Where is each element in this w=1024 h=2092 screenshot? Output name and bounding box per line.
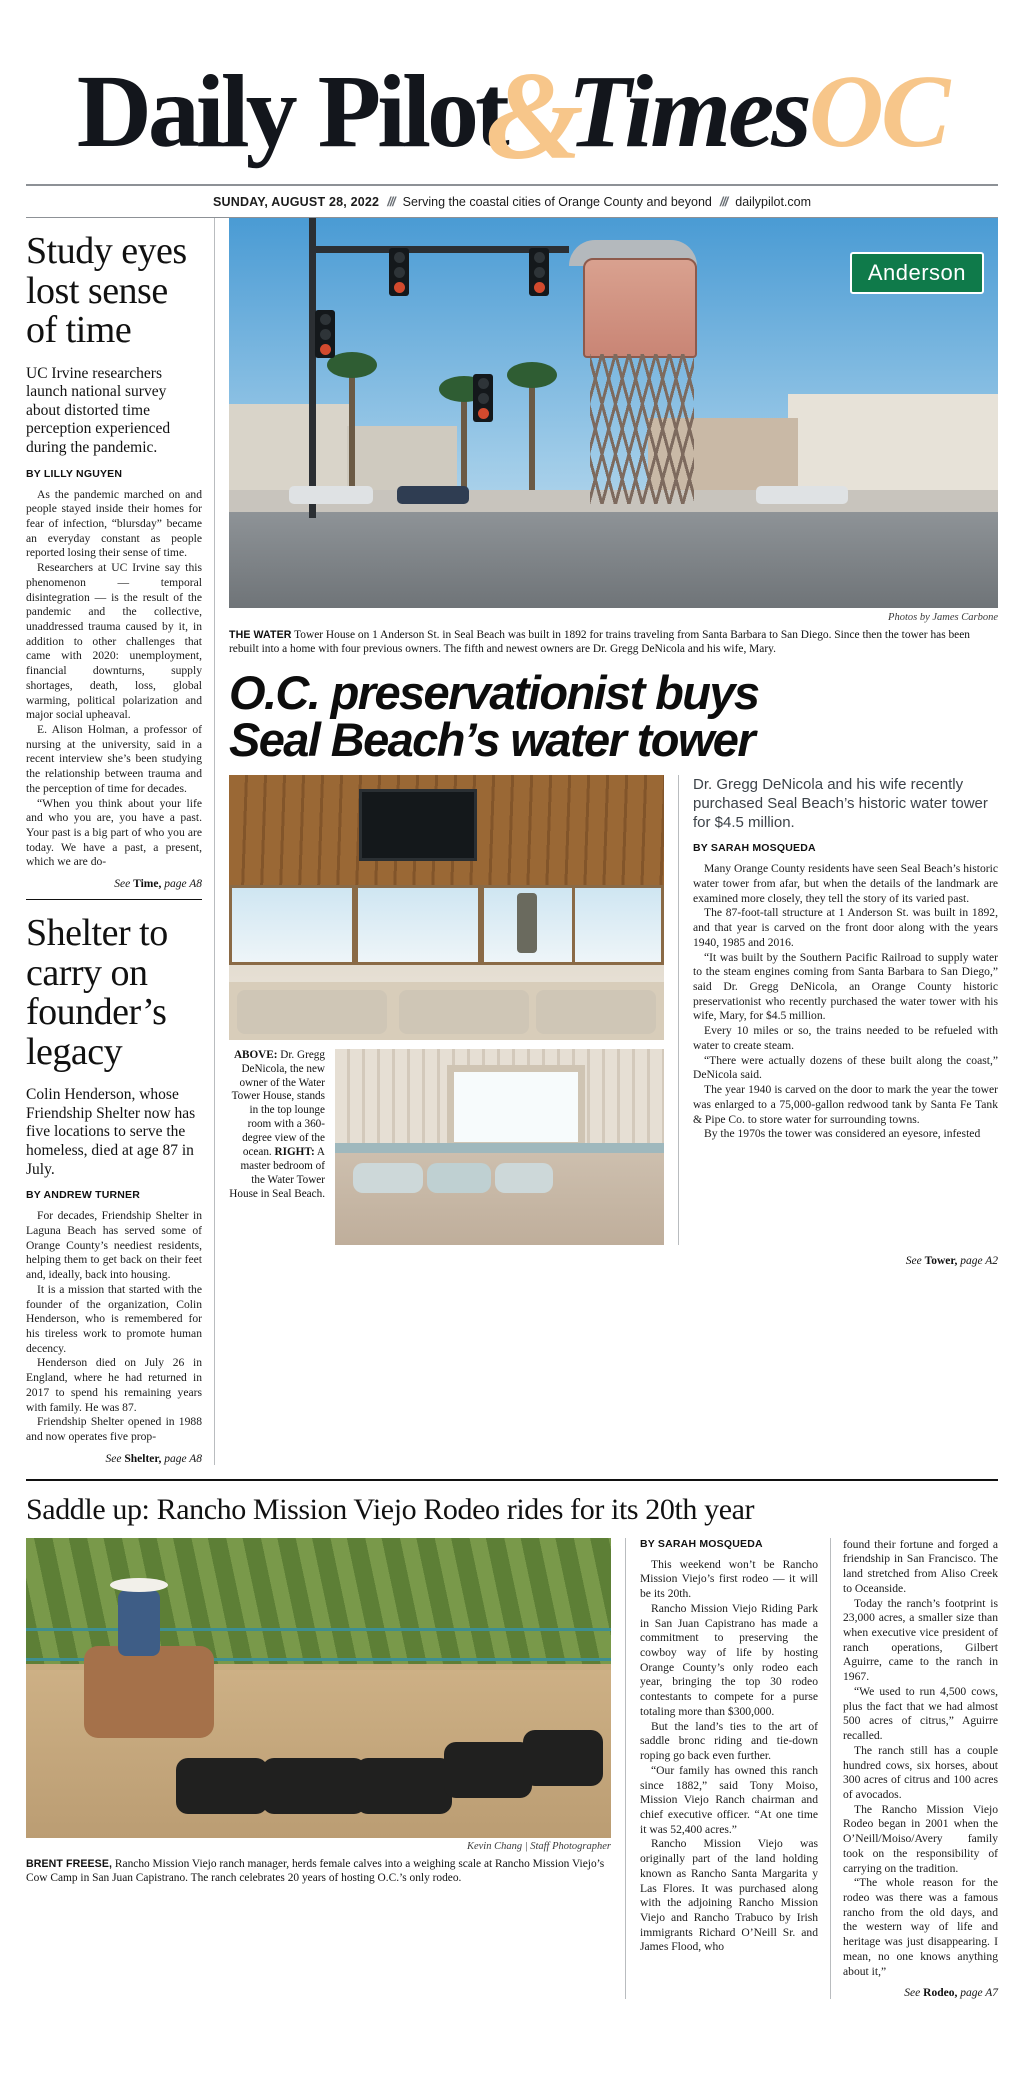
photo-water-tank [583, 258, 697, 358]
traffic-signal-icon [389, 248, 409, 296]
logo-daily: Daily [76, 54, 294, 169]
story-tower-byline: BY SARAH MOSQUEDA [693, 842, 816, 855]
story-time-jumpline[interactable] [26, 878, 202, 890]
inner-caption-row [229, 1049, 664, 1245]
story-tower-paragraph: By the 1970s the tower was considered an eyesore, infested [704, 1127, 981, 1141]
pillow [353, 1163, 423, 1193]
story-shelter-byline: BY ANDREW TURNER [26, 1189, 141, 1202]
rodeo-text-column-1 [625, 1538, 830, 2000]
traffic-pole [309, 218, 316, 518]
story-tower-paragraph: “It was built by the Southern Pacific Railroad to supply water to the steam engines coming from Santa Barbara to San Diego,” said Dr. Gregg DeNicola, an Orange County historic preservationist who recently purchased the water tower with his wife, Mary, for $4.5 million. [693, 950, 998, 1023]
caption-text: Rancho Mission Viejo ranch manager, herds female calves into a weighing scale at Rancho Mission Viejo’s Cow Camp in San Juan Capistrano. The ranch celebrates 20 years of hosting O.C.’s only rodeo. [26, 1857, 605, 1885]
dateline-separator-1: /// [387, 195, 395, 209]
jump-see: See [904, 1987, 921, 2000]
water-tower-main-caption [229, 628, 998, 657]
story-tower-paragraph: Every 10 miles or so, the trains needed to be refueled with water to create steam. [693, 1024, 998, 1052]
story-time-paragraph: E. Alison Holman, a professor of nursing at the university, said in a recent interview she’s been studying the relationship between trauma and the perception of time for decades. [26, 723, 202, 795]
traffic-signal-icon [315, 310, 335, 358]
anderson-street-sign: Anderson [850, 252, 984, 294]
logo-pilot: Pilot [317, 54, 506, 169]
story-rodeo-paragraph: Rancho Mission Viejo Riding Park in San Juan Capistrano has made a commitment to preserving the cowboy way of life by hosting Orange County’s only rodeo each year, bringing the top 30 rodeo contestants to compete for a purse totaling more than $300,000. [640, 1601, 818, 1718]
pillow [427, 1163, 491, 1193]
story-rodeo-paragraph: But the land’s ties to the art of saddle bronc riding and tie-down roping go back even further. [640, 1719, 818, 1763]
panorama-window [355, 885, 481, 965]
story-time-byline: BY LILLY NGUYEN [26, 467, 123, 480]
top-block [26, 218, 998, 1465]
masthead [0, 0, 1024, 186]
parked-car [756, 486, 848, 504]
story-rodeo-paragraph: Today the ranch’s footprint is 23,000 acres, a smaller size than when executive vice president of ranch operations, Gilbert Aguirre, came to the ranch in 1967. [843, 1596, 998, 1684]
story-shelter-paragraph: Henderson died on July 26 in England, where he had returned in 2017 to spend his remaining years with family. He was 87. [26, 1356, 202, 1414]
story-tower-paragraph: “There were actually dozens of these built along the coast,” DeNicola said. [693, 1053, 998, 1082]
left-column-divider [26, 899, 202, 900]
master-bedroom-photo [335, 1049, 664, 1245]
lounge-sofa [399, 990, 529, 1034]
story-rodeo-headline[interactable]: Saddle up: Rancho Mission Viejo Rodeo rides for its 20th year [26, 1492, 755, 1526]
story-time-paragraph: “When you think about your life and who you are, you have a past. Your past is a big part of who you are today. We have a past, a present, which we are do- [26, 796, 202, 869]
dateline-bar [26, 186, 998, 217]
calf [356, 1758, 452, 1814]
story-tower-headline[interactable] [229, 665, 998, 766]
main-column [215, 218, 998, 1465]
panorama-window [572, 885, 664, 965]
rodeo-photo-block [26, 1538, 611, 2000]
parked-car [397, 486, 469, 504]
person-standing [517, 893, 537, 953]
dateline-website[interactable]: dailypilot.com [735, 195, 812, 209]
calf [262, 1758, 366, 1814]
cow-camp-photo [26, 1538, 611, 1838]
pillow [495, 1163, 553, 1193]
cowboy-hat [110, 1578, 168, 1592]
traffic-signal-icon [529, 248, 549, 296]
caption-lead-in: THE WATER [229, 629, 292, 641]
water-tower-photo-credit: Photos by James Carbone [888, 612, 998, 623]
jump-see: See [114, 878, 131, 891]
caption-lead-in: BRENT FREESE, [26, 1857, 113, 1870]
tower-story-body [229, 775, 998, 1245]
story-time-paragraph: As the pandemic marched on and people stayed inside their homes for fear of infection, “blursday” became an everyday constant as people reported losing their sense of time. [26, 487, 202, 560]
parked-car [289, 486, 373, 504]
newspaper-logo [0, 42, 1024, 186]
left-column [26, 218, 215, 1465]
photo-building [229, 404, 349, 490]
dateline-tagline: Serving the coastal cities of Orange County and beyond [402, 195, 712, 209]
rodeo-photo-credit: Kevin Chang | Staff Photographer [466, 1840, 611, 1852]
wall-mirror [447, 1065, 585, 1149]
story-rodeo-paragraph: “The whole reason for the rodeo was there was a famous rancho from the old days, and the western way of life and heritage was just disappearing. I mean, no one knows anything about it,” [843, 1876, 998, 1978]
bed [335, 1143, 664, 1245]
palm-tree [461, 394, 467, 490]
lounge-sofa [536, 990, 656, 1034]
jump-see: See [105, 1452, 122, 1465]
jump-page: page A7 [960, 1987, 998, 2000]
logo-ampersand: & [485, 47, 582, 186]
jump-page: page A8 [164, 878, 202, 891]
corral-rail [26, 1628, 611, 1631]
palm-tree [529, 380, 535, 490]
jump-label: Rodeo, [923, 1987, 958, 2000]
jump-see: See [905, 1254, 922, 1267]
tower-photo-stack [229, 775, 664, 1245]
logo-oc: OC [808, 54, 948, 169]
story-rodeo-paragraph: This weekend won’t be Rancho Mission Viejo’s first rodeo — it will be its 20th. [640, 1557, 818, 1601]
photo-building [347, 426, 457, 490]
rodeo-story-row [26, 1538, 998, 2000]
caption-right-lead: RIGHT: [274, 1145, 315, 1158]
hillside-brush [26, 1538, 611, 1664]
story-time-deck: UC Irvine researchers launch national survey about distorted time perception experienced during the pandemic. [26, 364, 171, 456]
logo-times: Times [567, 54, 809, 169]
rodeo-text-column-2 [830, 1538, 998, 2000]
story-tower-jumpline[interactable] [229, 1255, 998, 1267]
story-tower-paragraph: Many Orange County residents have seen Seal Beach’s historic water tower from afar, but when the details of the landmark are examined more closely, they tell the story of its varied past. [693, 862, 998, 905]
story-shelter-headline[interactable]: Shelter to carry on founder’s legacy [26, 912, 168, 1073]
story-rodeo-paragraph: “Our family has owned this ranch since 1882,” said Tony Moiso, Mission Viejo Ranch chairman and chief executive officer. “At one time it was 52,400 acres.” [640, 1763, 818, 1836]
traffic-signal-icon [473, 374, 493, 422]
jump-page: page A2 [960, 1254, 998, 1267]
publication-date: SUNDAY, AUGUST 28, 2022 [212, 195, 380, 209]
story-time-headline[interactable]: Study eyes lost sense of time [26, 230, 187, 352]
page-body [26, 218, 998, 1999]
photo-building [788, 394, 998, 490]
jump-label: Shelter, [124, 1452, 162, 1465]
headline-line-2: Seal Beach’s water tower [229, 712, 755, 766]
caption-above-text: Dr. Gregg DeNicola, the new owner of the Water Tower House, stands in the top lounge room with a 360-degree view of the ocean. [231, 1048, 325, 1158]
story-rodeo-paragraph: The ranch still has a couple hundred cows, six horses, about 300 acres of citrus and 100 acres of avocados. [843, 1743, 998, 1801]
story-shelter-paragraph: It is a mission that started with the founder of the organization, Colin Henderson, who is remembered for his tireless work to promote human decency. [26, 1282, 202, 1355]
lounge-sofa [237, 990, 387, 1034]
jump-page: page A8 [164, 1452, 202, 1465]
story-time-paragraph: Researchers at UC Irvine say this phenomenon — temporal disintegration — is the result of the pandemic and the collective, unaddressed trauma caused by it, in addition to other challenges that came with 2020: unemployment, financial downturns, supply shortages, death, loss, global warming, political polarization and major social upheaval. [26, 561, 202, 722]
photo-tower-legs [590, 354, 694, 504]
story-rodeo-jumpline[interactable] [843, 1987, 998, 1999]
story-tower-deck: Dr. Gregg DeNicola and his wife recently purchased Seal Beach’s historic water tower for $4.5 million. [693, 775, 988, 832]
story-tower-paragraph: The year 1940 is carved on the door to mark the year the tower was enlarged to a 75,000-gallon redwood tank by Santa Fe Tank & Pipe Co. to store water for surrounding towns. [693, 1083, 998, 1126]
calf [176, 1758, 268, 1814]
jump-label: Tower, [924, 1254, 958, 1267]
palm-tree [349, 370, 355, 490]
story-tower-paragraph: The 87-foot-tall structure at 1 Anderson St. was built in 1892, and that year is carved on the front door along with the years 1940, 1985 and 2016. [693, 906, 998, 949]
horse [84, 1646, 214, 1738]
headline-line-1: O.C. preservationist buys [229, 665, 759, 719]
lounge-room-photo [229, 775, 664, 1040]
story-rodeo-paragraph: Rancho Mission Viejo was originally part of the land holding known as Rancho Santa Margarita y Las Flores. It was purchased along with the adjoining Rancho Mission Viejo and Rancho Trabuco by Irish immigrants Richard O’Neill Sr. and James Flood, who [640, 1837, 818, 1954]
dateline-separator-2: /// [719, 195, 728, 209]
ranch-manager-rider [118, 1590, 160, 1656]
story-rodeo-paragraph: found their fortune and forged a friendship in San Francisco. The land stretched from Aliso Creek to Oceanside. [843, 1537, 998, 1595]
calf [444, 1742, 532, 1798]
jump-label: Time, [133, 878, 162, 891]
caption-right-text: A master bedroom of the Water Tower House in Seal Beach. [229, 1145, 325, 1200]
water-tower-exterior-photo [229, 218, 998, 608]
story-shelter-deck: Colin Henderson, whose Friendship Shelter now has five locations to serve the homeless, died at age 87 in July. [26, 1086, 196, 1178]
wall-television [359, 789, 477, 861]
inner-photo-captions [229, 1049, 325, 1245]
story-shelter-paragraph: Friendship Shelter opened in 1988 and now operates five prop- [26, 1415, 202, 1444]
story-rodeo-paragraph: The Rancho Mission Viejo Rodeo began in 2001 when the O’Neill/Moiso/Avery family took on the responsibility of carrying on the tradition. [843, 1802, 998, 1875]
story-shelter-paragraph: For decades, Friendship Shelter in Laguna Beach has served some of Orange County’s neediest residents, helping them to get back on their feet and, ideally, back into housing. [26, 1209, 202, 1282]
rodeo-caption [26, 1857, 611, 1886]
caption-text: Tower House on 1 Anderson St. in Seal Beach was built in 1892 for trains traveling from Santa Barbara to San Diego. Since then the tower has been rebuilt into a home with four previous owners. The fifth and newest owners are Dr. Gregg DeNicola and his wife, Mary. [229, 629, 970, 656]
caption-above-lead: ABOVE: [233, 1048, 278, 1061]
panorama-window [229, 885, 355, 965]
photo-road [229, 512, 998, 608]
calf [523, 1730, 603, 1786]
tower-text-column [678, 775, 998, 1245]
story-rodeo-byline: BY SARAH MOSQUEDA [640, 1537, 763, 1550]
story-shelter-jumpline[interactable] [26, 1453, 202, 1465]
rodeo-section-rule [26, 1479, 998, 1481]
story-rodeo-paragraph: “We used to run 4,500 cows, plus the fact that we had almost 500 acres of citrus,” Aguirre recalled. [843, 1684, 998, 1743]
